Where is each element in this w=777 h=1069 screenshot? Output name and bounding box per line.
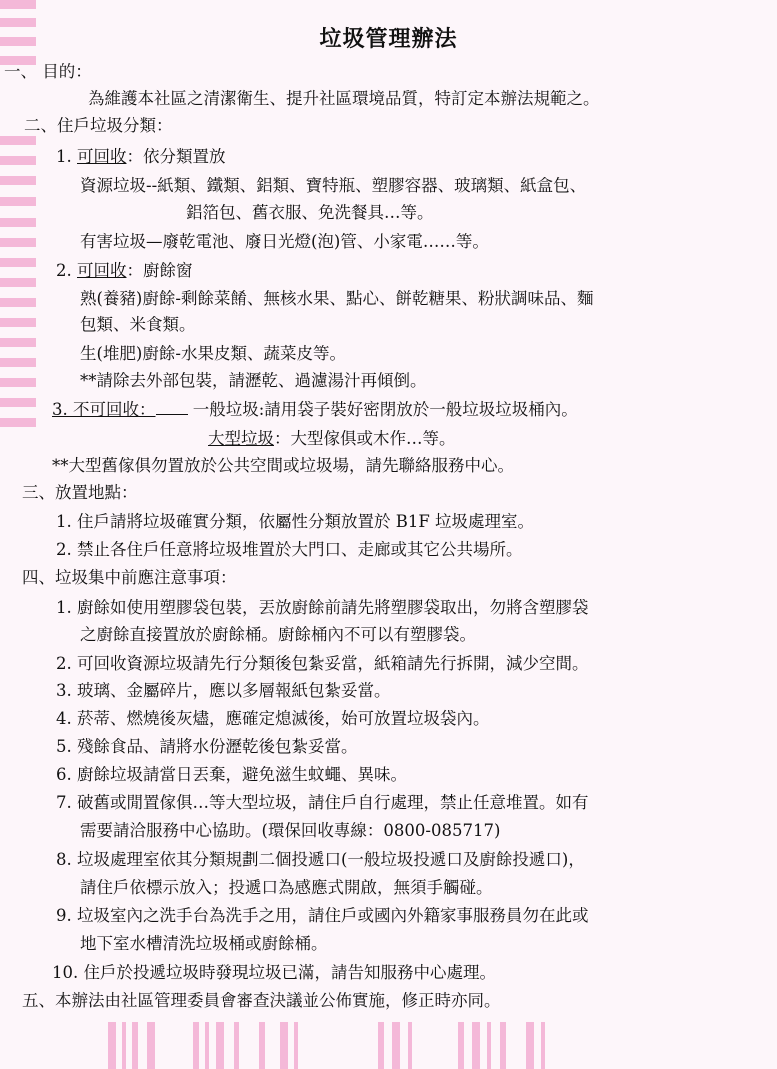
list-item: 4. 菸蒂、燃燒後灰燼，應確定熄滅後，始可放置垃圾袋內。 <box>56 709 490 728</box>
section-heading: 四、垃圾集中前應注意事項： <box>22 568 237 587</box>
list-item: 2. 可回收資源垃圾請先行分類後包紮妥當，紙箱請先行拆開，減少空間。 <box>56 654 589 673</box>
item-text: ：大型傢俱或木作…等。 <box>274 429 456 448</box>
list-item <box>52 400 578 420</box>
list-line: **請除去外部包裝，請瀝乾、過濾湯汁再傾倒。 <box>80 371 427 390</box>
list-item: 9. 垃圾室內之洗手台為洗手之用，請住戶或國內外籍家事服務員勿在此或 <box>56 906 589 925</box>
item-text: ：廚餘窗 <box>126 261 193 280</box>
list-item: 1. 住戶請將垃圾確實分類，依屬性分類放置於 B1F 垃圾處理室。 <box>56 512 535 531</box>
list-item <box>56 147 226 167</box>
underline-blank <box>156 400 188 415</box>
list-line: 資源垃圾--紙類、鐵類、鋁類、寶特瓶、塑膠容器、玻璃類、紙盒包、 <box>80 176 587 195</box>
list-item: 6. 廚餘垃圾請當日丟棄，避免滋生蚊蠅、異味。 <box>56 765 407 784</box>
list-item: 8. 垃圾處理室依其分類規劃二個投遞口(一般垃圾投遞口及廚餘投遞口)， <box>56 850 585 869</box>
section-heading: 五、本辦法由社區管理委員會審查決議並公佈實施，修正時亦同。 <box>22 991 501 1010</box>
item-label: 大型垃圾 <box>208 429 274 448</box>
list-item: 1. 廚餘如使用塑膠袋包裝，丟放廚餘前請先將塑膠袋取出，勿將含塑膠袋 <box>56 598 589 617</box>
note-text: **大型舊傢俱勿置放於公共空間或垃圾場，請先聯絡服務中心。 <box>52 456 514 475</box>
list-line: 熟(養豬)廚餘-剩餘菜餚、無核水果、點心、餅乾糖果、粉狀調味品、麵 <box>80 289 594 308</box>
list-line: 請住戶依標示放入；投遞口為感應式開啟，無須手觸碰。 <box>80 878 493 897</box>
item-text: 一般垃圾:請用袋子裝好密閉放於一般垃圾垃圾桶內。 <box>192 400 578 419</box>
list-item: 3. 玻璃、金屬碎片，應以多層報紙包紮妥當。 <box>56 681 391 700</box>
list-item: 7. 破舊或閒置傢俱…等大型垃圾，請住戶自行處理，禁止任意堆置。如有 <box>56 793 589 812</box>
list-item: 2. 禁止各住戶任意將垃圾堆置於大門口、走廊或其它公共場所。 <box>56 540 523 559</box>
list-line: 鋁箔包、舊衣服、免洗餐具…等。 <box>186 203 434 222</box>
list-line: 之廚餘直接置放於廚餘桶。廚餘桶內不可以有塑膠袋。 <box>80 625 476 644</box>
section-heading: 二、住戶垃圾分類： <box>24 116 173 135</box>
list-line: 包類、米食類。 <box>80 315 196 334</box>
section-heading: 三、放置地點： <box>22 483 138 502</box>
item-text: ：依分類置放 <box>126 147 226 166</box>
item-label: 3. 不可回收： <box>52 400 156 419</box>
list-line <box>208 429 456 449</box>
section-heading: 一、 目的： <box>4 62 92 81</box>
list-line: 生(堆肥)廚餘-水果皮類、蔬菜皮等。 <box>80 344 346 363</box>
list-item: 5. 殘餘食品、請將水份瀝乾後包紮妥當。 <box>56 737 358 756</box>
list-line: 地下室水槽清洗垃圾桶或廚餘桶。 <box>80 934 328 953</box>
section-body: 為維護本社區之清潔衛生、提升社區環境品質，特訂定本辦法規範之。 <box>88 89 600 108</box>
list-item: 10. 住戶於投遞垃圾時發現垃圾已滿，請告知服務中心處理。 <box>52 963 496 982</box>
item-label: 可回收 <box>77 261 127 280</box>
list-line: 需要請洽服務中心協助。(環保回收專線：0800-085717) <box>80 821 501 840</box>
item-number: 2. <box>56 261 72 280</box>
page-title: 垃圾管理辦法 <box>319 27 458 52</box>
list-item <box>56 261 193 281</box>
item-number: 1. <box>56 147 72 166</box>
list-line: 有害垃圾—廢乾電池、廢日光燈(泡)管、小家電……等。 <box>80 232 489 251</box>
item-label: 可回收 <box>77 147 127 166</box>
